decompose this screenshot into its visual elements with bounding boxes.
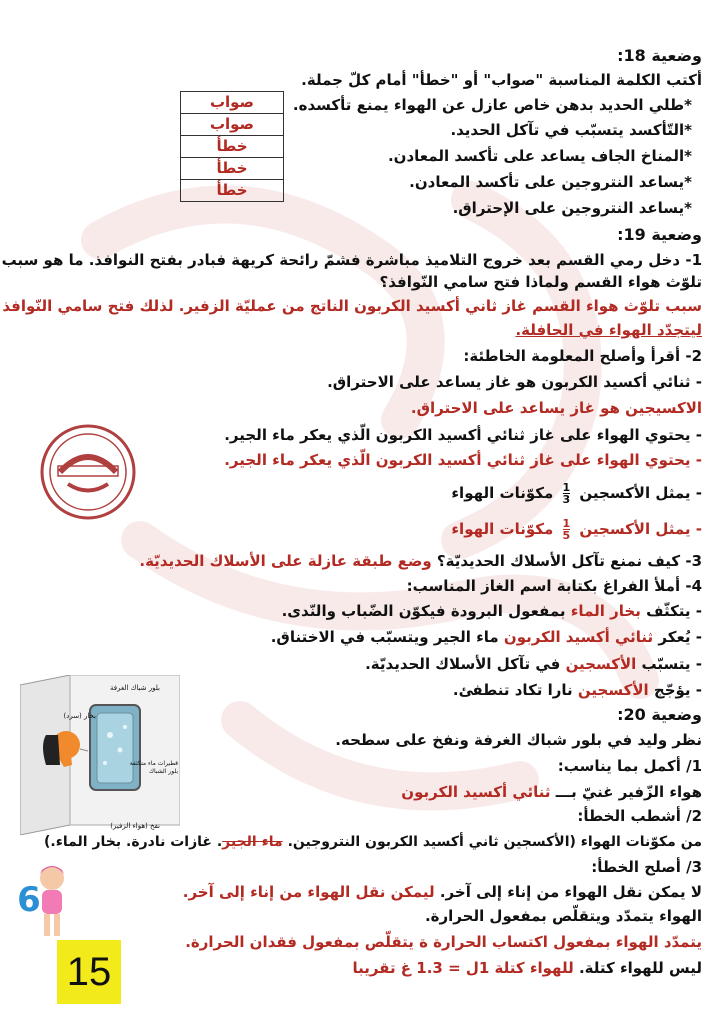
s20-q3-line-1 (14, 882, 702, 902)
q4-l4-post: نارا تكاد تنطفئ. (452, 681, 573, 699)
page-number: 15 (57, 940, 121, 1004)
q4-l4-answer: الأكسجين (577, 681, 649, 699)
grade-badge: 6 (17, 880, 41, 920)
statement-5: *يساعد النتروجين على الإحتراق. (452, 199, 692, 217)
window-breath-figure (20, 675, 180, 835)
q2-s3-pre: - يمثل الأكسجين (579, 484, 702, 502)
s20-q1-pre: هواء الزّفير غنيّ بـــ (555, 783, 702, 801)
fraction (563, 482, 571, 505)
q2-a3-post: مكوّنات الهواء (451, 520, 554, 538)
fraction-denominator: 3 (562, 493, 571, 506)
q4-l3-pre: - يتسبّب (641, 655, 702, 673)
s20-q3-correction-2: يتمدّد الهواء بمفعول اكتساب الحرارة ة يتقلّص بمفعول فقدان الحرارة. (185, 933, 702, 951)
q4-l1-pre: - يتكثّف (646, 602, 702, 620)
q4-l1-post: بمفعول البرودة فيكوّن الضّباب والنّدى. (281, 602, 566, 620)
question-1-line-2: تلوّث هواء القسم ولماذا فتح سامي النّوافذ؟ (379, 273, 702, 291)
s20-q1-answer: ثنائي أكسيد الكربون (401, 783, 551, 801)
q2-statement-1: - ثنائي أكسيد الكربون هو غاز يساعد على الاحتراق. (327, 373, 702, 391)
figure-label-exhale: نفخ (هواء الزفير) (110, 822, 160, 830)
q4-l2-post: ماء الجير ويتسبّب في الاختناق. (270, 628, 499, 646)
q2-a3-pre: - يمثل الأكسجين (579, 520, 702, 538)
situation-18-title: وضعية 18: (617, 46, 702, 65)
s20-q3-s3: ليس للهواء كتلة. (578, 959, 702, 977)
q4-line-3 (14, 654, 702, 674)
answer-cell: صواب (181, 114, 283, 136)
figure-label-window: بلور شباك الغرفة (109, 684, 160, 692)
statement-2: *التّأكسد يتسبّب في تآكل الحديد. (450, 121, 692, 139)
answer-cell: خطأ (216, 181, 248, 199)
q3-text: 3- كيف نمنع تآكل الأسلاك الحديديّة؟ (436, 552, 702, 570)
q4-l3-post: في تآكل الأسلاك الحديديّة. (365, 655, 561, 673)
answer-table (180, 91, 284, 202)
answer-1-line-1: سبب تلوّث هواء القسم غاز ثاني أكسيد الكربون الناتج من عمليّة الزفير. لذلك فتح سامي النّوافذ (2, 297, 702, 315)
figure-label-drops: قطيرات ماء متكثفة بلور الشباك (129, 760, 178, 775)
q4-l2-pre: - يُعكر (658, 628, 702, 646)
s20-q2-struck: ماء الجير (222, 834, 283, 850)
q4-l3-answer: الأكسجين (565, 655, 637, 673)
stamp-seal (38, 422, 138, 522)
s20-q3-a3: للهواء كتلة 1ل = 1.3 غ تقريبا (352, 959, 574, 977)
statement-4: *يساعد النتروجين على تأكسد المعادن. (409, 173, 692, 191)
situation-20-intro: نظر وليد في بلور شباك الغرفة ونفخ على سطحه. (335, 731, 702, 749)
answer-cell: خطأ (181, 136, 283, 158)
figure-label-breath: بخار (سرد) (63, 712, 96, 720)
statement-1: *طلي الحديد بدهن خاص عازل عن الهواء يمنع تأكسده. (292, 96, 692, 114)
statement-3: *المناخ الجاف يساعد على تأكسد المعادن. (387, 147, 692, 165)
s20-q1-title: 1/ أكمل بما يناسب: (557, 757, 702, 775)
q4-line-2 (14, 627, 702, 647)
question-3 (14, 551, 702, 571)
s20-q2-title: 2/ أشطب الخطأ: (577, 807, 702, 825)
fraction-denominator: 5 (562, 529, 571, 542)
s20-q2-line (14, 832, 702, 852)
situation-19-title: وضعية 19: (617, 225, 702, 244)
question-1-line-1: 1- دخل رمي القسم بعد خروج التلاميذ مباشرة فشمّ رائحة كريهة فبادر بفتح النوافذ. ما هو سبب (1, 251, 702, 269)
s20-q3-line-2: الهواء يتمدّد ويتقلّص بمفعول الحرارة. (424, 907, 702, 925)
question-4-title: 4- أملأ الفراغ بكتابة اسم الغاز المناسب: (406, 577, 702, 595)
s20-q3-a1: ليمكن نقل الهواء من إناء إلى آخر. (182, 883, 435, 901)
answer-cell: صواب (181, 92, 283, 114)
answer-1-line-2: ليتجدّد الهواء في الحافلة. (515, 321, 702, 339)
s20-q1-line (200, 782, 702, 802)
q4-l2-answer: ثنائي أكسيد الكربون (503, 628, 654, 646)
q4-line-1 (14, 601, 702, 621)
q2-correction-2: - يحتوي الهواء على غاز ثنائي أكسيد الكربون الّذي يعكر ماء الجير. (224, 451, 702, 469)
s20-q2-pre: من مكوّنات الهواء (الأكسجين ثاني أكسيد الكربون النتروجين. (287, 834, 702, 850)
question-2-title: 2- أقرأ وأصلح المعلومة الخاطئة: (463, 347, 702, 365)
s20-q2-post: . غازات نادرة. بخار الماء.) (44, 834, 223, 850)
fraction (563, 518, 571, 541)
answer-cell: خطأ (181, 158, 283, 180)
q4-l1-answer: بخار الماء (570, 602, 641, 620)
fraction-numerator: 1 (562, 481, 571, 494)
q2-statement-2: - يحتوي الهواء على غاز ثنائي أكسيد الكربون الّذي يعكر ماء الجير. (224, 426, 702, 444)
fraction-numerator: 1 (562, 517, 571, 530)
q2-s3-post: مكوّنات الهواء (451, 484, 554, 502)
q3-answer: وضع طبقة عازلة على الأسلاك الحديديّة. (139, 552, 432, 570)
s20-q3-title: 3/ أصلح الخطأ: (591, 858, 702, 876)
s20-q3-s1: لا يمكن نقل الهواء من إناء إلى آخر. (439, 883, 702, 901)
situation-18-instruction: أكتب الكلمة المناسبة "صواب" أو "خطأ" أمام كلّ جملة. (301, 71, 702, 89)
q2-correction-1: الاكسيجين هو غاز يساعد على الاحتراق. (410, 399, 702, 417)
q4-l4-pre: - يؤجّج (653, 681, 702, 699)
situation-20-title: وضعية 20: (617, 705, 702, 724)
